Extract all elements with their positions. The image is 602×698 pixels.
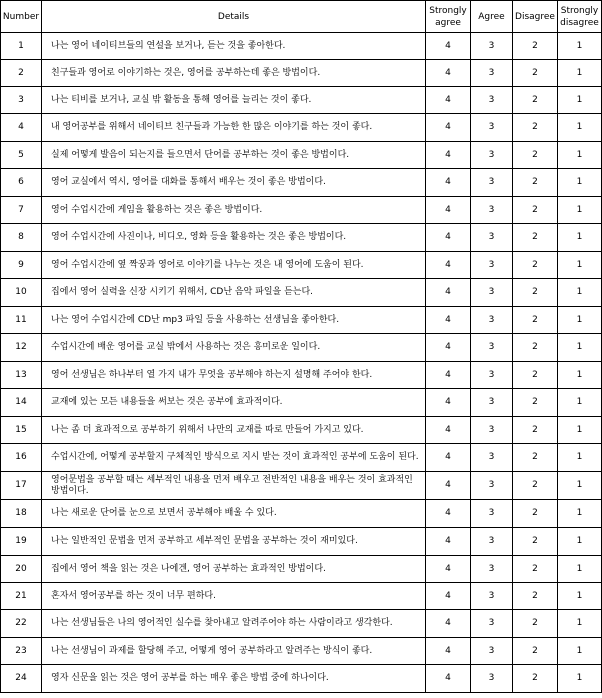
cell-disagree: 2 xyxy=(513,197,558,224)
cell-disagree: 2 xyxy=(513,334,558,362)
cell-strongly-agree: 4 xyxy=(426,362,471,389)
cell-agree: 3 xyxy=(471,279,513,307)
cell-strongly-disagree: 1 xyxy=(558,528,602,556)
table-row xyxy=(1,389,602,417)
row-number: 20 xyxy=(1,556,42,583)
table-row xyxy=(1,556,602,583)
cell-agree: 3 xyxy=(471,169,513,197)
row-number: 18 xyxy=(1,500,42,528)
cell-strongly-disagree: 1 xyxy=(558,87,602,114)
cell-disagree: 2 xyxy=(513,252,558,279)
table-row xyxy=(1,665,602,693)
cell-strongly-disagree: 1 xyxy=(558,638,602,665)
cell-strongly-disagree: 1 xyxy=(558,224,602,252)
cell-strongly-agree: 4 xyxy=(426,307,471,334)
cell-strongly-agree: 4 xyxy=(426,417,471,444)
header-strongly-disagree: Strongly disagree xyxy=(558,1,602,33)
header-row xyxy=(1,1,602,33)
row-detail: 수업시간에, 어떻게 공부할지 구체적인 방식으로 지시 받는 것이 효과적인 공부에 도움이 된다. xyxy=(42,444,426,472)
cell-disagree: 2 xyxy=(513,169,558,197)
cell-strongly-disagree: 1 xyxy=(558,60,602,87)
cell-strongly-agree: 4 xyxy=(426,500,471,528)
table-row xyxy=(1,334,602,362)
cell-disagree: 2 xyxy=(513,444,558,472)
table-row xyxy=(1,638,602,665)
cell-strongly-disagree: 1 xyxy=(558,500,602,528)
cell-disagree: 2 xyxy=(513,610,558,638)
row-detail: 친구들과 영어로 이야기하는 것은, 영어를 공부하는데 좋은 방법이다. xyxy=(42,60,426,87)
row-detail: 나는 선생님들은 나의 영어적인 실수를 찾아내고 알려주어야 하는 사람이라고 생각한다. xyxy=(42,610,426,638)
cell-strongly-agree: 4 xyxy=(426,665,471,693)
row-detail: 나는 영어 네이티브들의 연설을 보거나, 듣는 것을 좋아한다. xyxy=(42,33,426,60)
cell-disagree: 2 xyxy=(513,142,558,169)
header-number: Number xyxy=(1,1,42,33)
cell-strongly-agree: 4 xyxy=(426,142,471,169)
table-row xyxy=(1,142,602,169)
cell-strongly-disagree: 1 xyxy=(558,417,602,444)
cell-disagree: 2 xyxy=(513,114,558,142)
cell-strongly-agree: 4 xyxy=(426,33,471,60)
row-detail: 내 영어공부를 위해서 네이티브 친구들과 가능한 한 많은 이야기를 하는 것이 좋다. xyxy=(42,114,426,142)
row-number: 24 xyxy=(1,665,42,693)
cell-agree: 3 xyxy=(471,444,513,472)
row-detail: 실제 어떻게 발음이 되는지를 들으면서 단어를 공부하는 것이 좋은 방법이다. xyxy=(42,142,426,169)
table-row xyxy=(1,500,602,528)
cell-agree: 3 xyxy=(471,389,513,417)
row-detail: 영어문법을 공부할 때는 세부적인 내용을 먼저 배우고 전반적인 내용을 배우는 것이 효과적인 방법이다. xyxy=(42,472,426,500)
cell-strongly-agree: 4 xyxy=(426,252,471,279)
cell-strongly-disagree: 1 xyxy=(558,114,602,142)
row-detail: 수업시간에 배운 영어를 교실 밖에서 사용하는 것은 흥미로운 일이다. xyxy=(42,334,426,362)
cell-disagree: 2 xyxy=(513,389,558,417)
cell-strongly-agree: 4 xyxy=(426,197,471,224)
table-header xyxy=(1,1,602,33)
row-detail: 나는 새로운 단어를 눈으로 보면서 공부해야 배울 수 있다. xyxy=(42,500,426,528)
cell-strongly-agree: 4 xyxy=(426,528,471,556)
cell-disagree: 2 xyxy=(513,224,558,252)
cell-strongly-agree: 4 xyxy=(426,60,471,87)
cell-disagree: 2 xyxy=(513,472,558,500)
cell-strongly-agree: 4 xyxy=(426,389,471,417)
row-number: 10 xyxy=(1,279,42,307)
table-row xyxy=(1,279,602,307)
cell-agree: 3 xyxy=(471,472,513,500)
table-row xyxy=(1,33,602,60)
table-row xyxy=(1,169,602,197)
table-row xyxy=(1,224,602,252)
cell-disagree: 2 xyxy=(513,60,558,87)
cell-strongly-agree: 4 xyxy=(426,472,471,500)
cell-strongly-disagree: 1 xyxy=(558,279,602,307)
cell-strongly-agree: 4 xyxy=(426,444,471,472)
cell-agree: 3 xyxy=(471,114,513,142)
table-row xyxy=(1,444,602,472)
row-number: 15 xyxy=(1,417,42,444)
row-number: 1 xyxy=(1,33,42,60)
table-row xyxy=(1,472,602,500)
cell-strongly-agree: 4 xyxy=(426,224,471,252)
cell-agree: 3 xyxy=(471,33,513,60)
cell-strongly-disagree: 1 xyxy=(558,33,602,60)
table-row xyxy=(1,528,602,556)
cell-disagree: 2 xyxy=(513,638,558,665)
row-number: 6 xyxy=(1,169,42,197)
row-detail: 나는 티비를 보거나, 교실 밖 활동을 통해 영어를 늘리는 것이 좋다. xyxy=(42,87,426,114)
row-detail: 나는 좀 더 효과적으로 공부하기 위해서 나만의 교재를 따로 만들어 가지고 있다. xyxy=(42,417,426,444)
cell-agree: 3 xyxy=(471,197,513,224)
cell-disagree: 2 xyxy=(513,528,558,556)
cell-agree: 3 xyxy=(471,334,513,362)
cell-strongly-disagree: 1 xyxy=(558,362,602,389)
cell-strongly-disagree: 1 xyxy=(558,197,602,224)
table-row xyxy=(1,583,602,610)
cell-strongly-agree: 4 xyxy=(426,638,471,665)
cell-strongly-disagree: 1 xyxy=(558,556,602,583)
cell-disagree: 2 xyxy=(513,87,558,114)
row-detail: 나는 선생님이 과제를 할당해 주고, 어떻게 영어 공부하라고 알려주는 방식이 좋다. xyxy=(42,638,426,665)
header-agree: Agree xyxy=(471,1,513,33)
table-row xyxy=(1,114,602,142)
row-detail: 영어 수업시간에 옆 짝꿍과 영어로 이야기를 나누는 것은 내 영어에 도움이 된다. xyxy=(42,252,426,279)
row-number: 4 xyxy=(1,114,42,142)
cell-strongly-agree: 4 xyxy=(426,556,471,583)
cell-agree: 3 xyxy=(471,638,513,665)
row-number: 7 xyxy=(1,197,42,224)
cell-agree: 3 xyxy=(471,252,513,279)
cell-agree: 3 xyxy=(471,60,513,87)
row-number: 3 xyxy=(1,87,42,114)
cell-strongly-disagree: 1 xyxy=(558,444,602,472)
table-row xyxy=(1,417,602,444)
table-row xyxy=(1,252,602,279)
cell-agree: 3 xyxy=(471,610,513,638)
row-number: 2 xyxy=(1,60,42,87)
cell-strongly-agree: 4 xyxy=(426,334,471,362)
row-number: 23 xyxy=(1,638,42,665)
row-number: 17 xyxy=(1,472,42,500)
table-row xyxy=(1,197,602,224)
header-details: Details xyxy=(42,1,426,33)
cell-agree: 3 xyxy=(471,307,513,334)
row-number: 12 xyxy=(1,334,42,362)
cell-disagree: 2 xyxy=(513,307,558,334)
row-number: 16 xyxy=(1,444,42,472)
cell-agree: 3 xyxy=(471,500,513,528)
cell-disagree: 2 xyxy=(513,362,558,389)
header-disagree: Disagree xyxy=(513,1,558,33)
row-detail: 영자 신문을 읽는 것은 영어 공부를 하는 매우 좋은 방법 중에 하나이다. xyxy=(42,665,426,693)
row-number: 9 xyxy=(1,252,42,279)
table-row xyxy=(1,362,602,389)
cell-strongly-agree: 4 xyxy=(426,583,471,610)
cell-agree: 3 xyxy=(471,417,513,444)
row-detail: 나는 일반적인 문법을 먼저 공부하고 세부적인 문법을 공부하는 것이 재미있다. xyxy=(42,528,426,556)
table-row xyxy=(1,307,602,334)
cell-strongly-disagree: 1 xyxy=(558,307,602,334)
cell-strongly-disagree: 1 xyxy=(558,389,602,417)
cell-strongly-agree: 4 xyxy=(426,279,471,307)
cell-agree: 3 xyxy=(471,556,513,583)
header-strongly-agree: Strongly agree xyxy=(426,1,471,33)
cell-strongly-agree: 4 xyxy=(426,610,471,638)
cell-agree: 3 xyxy=(471,665,513,693)
cell-disagree: 2 xyxy=(513,33,558,60)
cell-strongly-disagree: 1 xyxy=(558,583,602,610)
cell-strongly-agree: 4 xyxy=(426,169,471,197)
cell-disagree: 2 xyxy=(513,556,558,583)
cell-disagree: 2 xyxy=(513,500,558,528)
cell-agree: 3 xyxy=(471,362,513,389)
row-number: 11 xyxy=(1,307,42,334)
row-detail: 나는 영어 수업시간에 CD난 mp3 파일 등을 사용하는 선생님을 좋아한다. xyxy=(42,307,426,334)
cell-strongly-disagree: 1 xyxy=(558,142,602,169)
row-detail: 집에서 영어 책을 읽는 것은 나에겐, 영어 공부하는 효과적인 방법이다. xyxy=(42,556,426,583)
cell-agree: 3 xyxy=(471,224,513,252)
cell-agree: 3 xyxy=(471,142,513,169)
row-detail: 집에서 영어 실력을 신장 시키기 위해서, CD난 음악 파일을 듣는다. xyxy=(42,279,426,307)
table-row xyxy=(1,87,602,114)
cell-strongly-agree: 4 xyxy=(426,87,471,114)
cell-strongly-disagree: 1 xyxy=(558,169,602,197)
cell-disagree: 2 xyxy=(513,665,558,693)
cell-strongly-disagree: 1 xyxy=(558,252,602,279)
row-number: 8 xyxy=(1,224,42,252)
row-detail: 영어 수업시간에 사진이나, 비디오, 영화 등을 활용하는 것은 좋은 방법이다. xyxy=(42,224,426,252)
row-number: 21 xyxy=(1,583,42,610)
cell-disagree: 2 xyxy=(513,583,558,610)
row-number: 14 xyxy=(1,389,42,417)
cell-strongly-disagree: 1 xyxy=(558,472,602,500)
row-number: 22 xyxy=(1,610,42,638)
cell-disagree: 2 xyxy=(513,279,558,307)
table-body xyxy=(1,33,602,693)
cell-agree: 3 xyxy=(471,528,513,556)
cell-strongly-disagree: 1 xyxy=(558,334,602,362)
row-number: 19 xyxy=(1,528,42,556)
cell-strongly-disagree: 1 xyxy=(558,610,602,638)
row-detail: 영어 선생님은 하나부터 열 가지 내가 무엇을 공부해야 하는지 설명해 주어야 한다. xyxy=(42,362,426,389)
cell-agree: 3 xyxy=(471,583,513,610)
table-row xyxy=(1,60,602,87)
cell-disagree: 2 xyxy=(513,417,558,444)
row-detail: 혼자서 영어공부를 하는 것이 너무 편하다. xyxy=(42,583,426,610)
row-number: 13 xyxy=(1,362,42,389)
cell-strongly-disagree: 1 xyxy=(558,665,602,693)
row-detail: 교재에 있는 모든 내용들을 써보는 것은 공부에 효과적이다. xyxy=(42,389,426,417)
cell-strongly-agree: 4 xyxy=(426,114,471,142)
table-row xyxy=(1,610,602,638)
cell-agree: 3 xyxy=(471,87,513,114)
row-detail: 영어 수업시간에 게임을 활용하는 것은 좋은 방법이다. xyxy=(42,197,426,224)
row-number: 5 xyxy=(1,142,42,169)
row-detail: 영어 교실에서 역시, 영어를 대화를 통해서 배우는 것이 좋은 방법이다. xyxy=(42,169,426,197)
